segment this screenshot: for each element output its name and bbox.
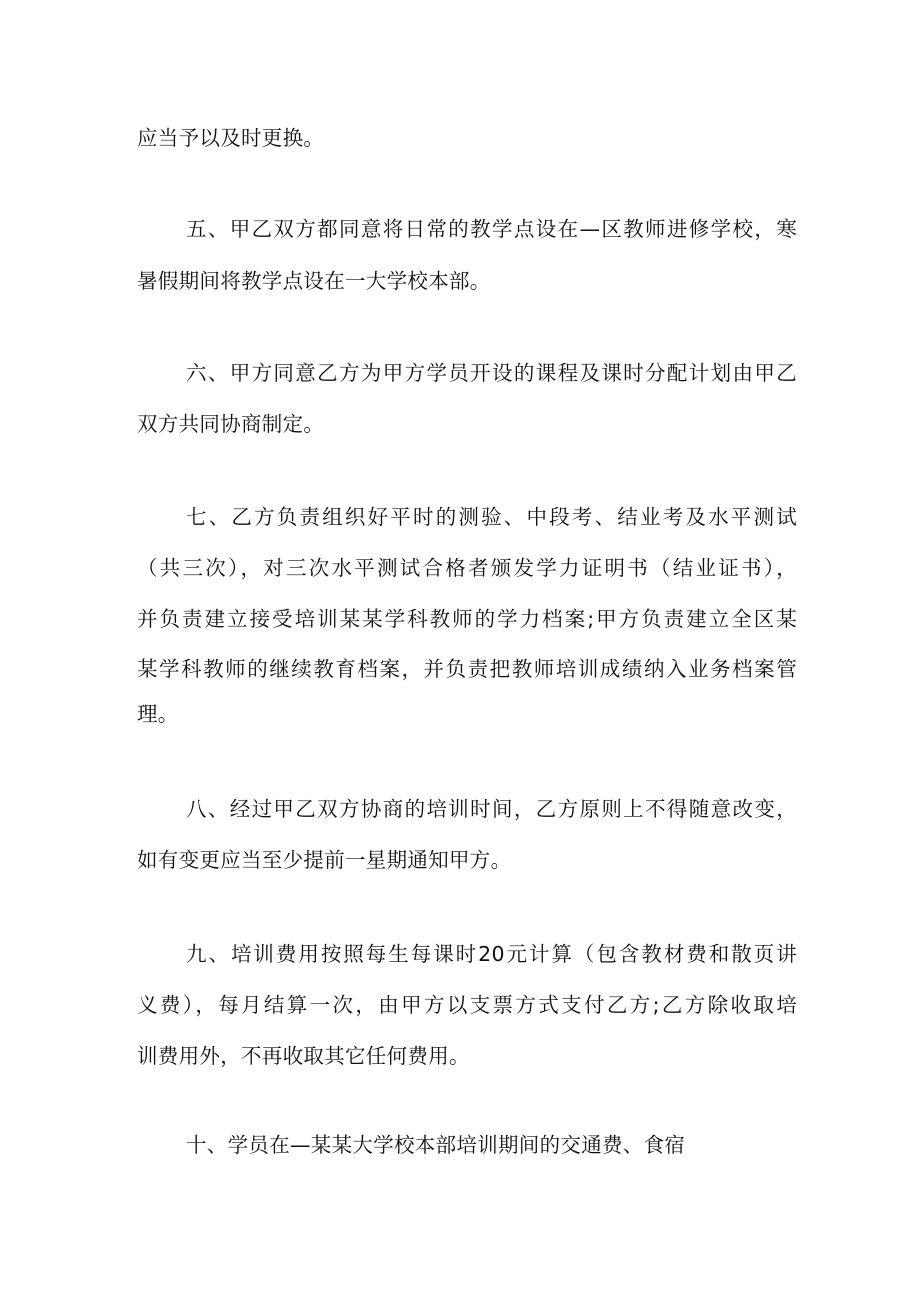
paragraph-line: 十、学员在—某某大学校本部培训期间的交通费、食宿 xyxy=(186,1133,686,1157)
paragraph-line: 暑假期间将教学点设在一大学校本部。 xyxy=(137,269,491,293)
paragraph-line: 义费），每月结算一次，由甲方以支票方式支付乙方;乙方除收取培 xyxy=(137,993,797,1017)
paragraph-line: （共三次），对三次水平测试合格者颁发学力证明书（结业证书）， xyxy=(137,556,797,580)
paragraph-line: 训费用外，不再收取其它任何费用。 xyxy=(137,1044,470,1068)
paragraph-line: 九、培训费用按照每生每课时20元计算（包含教材费和散页讲 xyxy=(186,942,797,966)
paragraph-line: 如有变更应当至少提前一星期通知甲方。 xyxy=(137,848,512,872)
paragraph-line: 应当予以及时更换。 xyxy=(137,126,325,150)
paragraph-line: 七、乙方负责组织好平时的测验、中段考、结业考及水平测试 xyxy=(186,505,797,529)
paragraph-line: 双方共同协商制定。 xyxy=(137,412,325,436)
paragraph-line: 八、经过甲乙双方协商的培训时间，乙方原则上不得随意改变， xyxy=(186,797,797,821)
paragraph-line: 六、甲方同意乙方为甲方学员开设的课程及课时分配计划由甲乙 xyxy=(186,361,797,385)
paragraph-line: 某学科教师的继续教育档案，并负责把教师培训成绩纳入业务档案管 xyxy=(137,657,797,681)
paragraph-line: 并负责建立接受培训某某学科教师的学力档案;甲方负责建立全区某 xyxy=(137,607,797,631)
paragraph-line: 五、甲乙双方都同意将日常的教学点设在—区教师进修学校，寒 xyxy=(186,217,797,241)
paragraph-line: 理。 xyxy=(137,702,179,726)
